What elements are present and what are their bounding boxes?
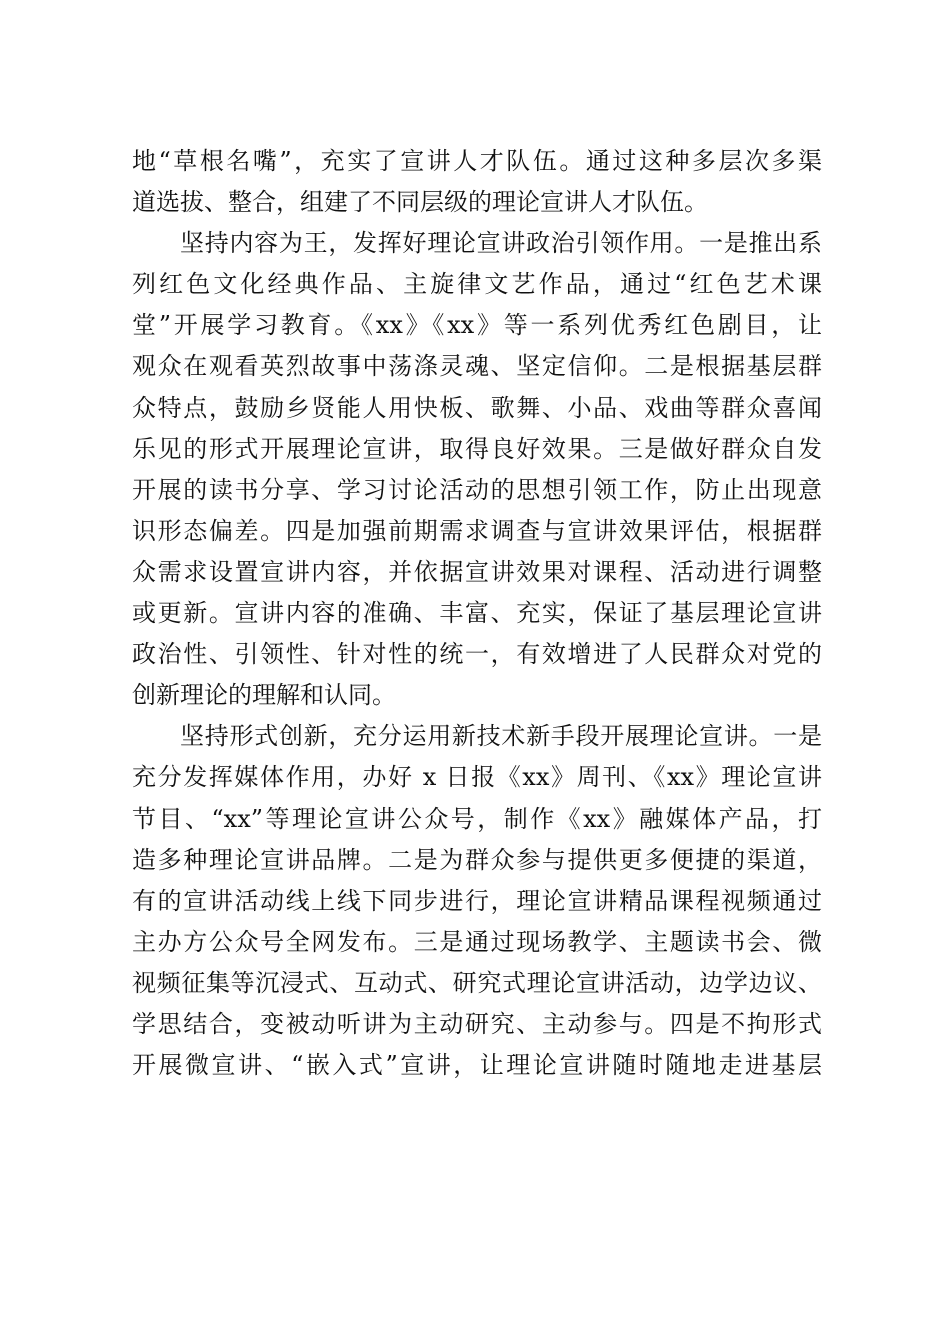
- document-body: [132, 141, 822, 1086]
- text-line: 节目、“xx”等理论宣讲公众号，制作《xx》融媒体产品，打: [132, 804, 822, 833]
- paragraph-first-line: 坚持形式创新，充分运用新技术新手段开展理论宣讲。一是: [180, 722, 822, 751]
- text-line: 地“草根名嘴”，充实了宣讲人才队伍。通过这种多层次多渠: [132, 147, 822, 175]
- paragraph-first-line: 坚持内容为王，发挥好理论宣讲政治引领作用。一是推出系: [180, 229, 822, 258]
- text-line: 主办方公众号全网发布。三是通过现场教学、主题读书会、微: [132, 927, 822, 956]
- text-line: 开展微宣讲、“嵌入式”宣讲，让理论宣讲随时随地走进基层: [132, 1051, 822, 1080]
- text-line: 有的宣讲活动线上线下同步进行，理论宣讲精品课程视频通过: [132, 886, 822, 915]
- text-line: 创新理论的理解和认同。: [132, 681, 396, 710]
- text-line: 堂”开展学习教育。《xx》《xx》等一系列优秀红色剧目，让: [132, 311, 822, 340]
- text-line: 造多种理论宣讲品牌。二是为群众参与提供更多便捷的渠道，: [132, 845, 822, 874]
- text-line: 众需求设置宣讲内容，并依据宣讲效果对课程、活动进行调整: [132, 557, 822, 586]
- text-line: 或更新。宣讲内容的准确、丰富、充实，保证了基层理论宣讲: [132, 599, 822, 628]
- text-line: 道选拔、整合，组建了不同层级的理论宣讲人才队伍。: [132, 188, 708, 217]
- text-line: 政治性、引领性、针对性的统一，有效增进了人民群众对党的: [132, 640, 822, 669]
- text-line: 乐见的形式开展理论宣讲，取得良好效果。三是做好群众自发: [132, 434, 822, 463]
- text-line: 列红色文化经典作品、主旋律文艺作品，通过“红色艺术课: [132, 270, 822, 299]
- text-line: 观众在观看英烈故事中荡涤灵魂、坚定信仰。二是根据基层群: [132, 352, 822, 381]
- text-line: 识形态偏差。四是加强前期需求调查与宣讲效果评估，根据群: [132, 516, 822, 545]
- text-line: 充分发挥媒体作用，办好 x 日报《xx》周刊、《xx》理论宣讲: [132, 763, 822, 792]
- text-line: 视频征集等沉浸式、互动式、研究式理论宣讲活动，边学边议、: [132, 968, 822, 997]
- text-line: 学思结合，变被动听讲为主动研究、主动参与。四是不拘形式: [132, 1009, 822, 1038]
- text-line: 开展的读书分享、学习讨论活动的思想引领工作，防止出现意: [132, 475, 822, 504]
- text-line: 众特点，鼓励乡贤能人用快板、歌舞、小品、戏曲等群众喜闻: [132, 393, 822, 422]
